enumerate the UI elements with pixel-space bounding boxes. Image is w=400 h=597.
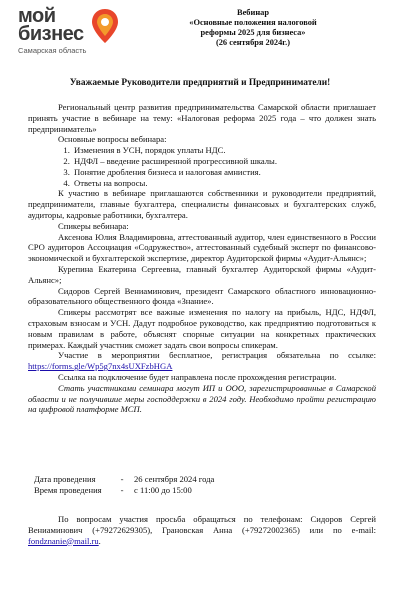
- schedule-time-row: [34, 485, 214, 496]
- contact-text: По вопросам участия просьба обращаться по телефонам: Сидоров Сергей Вениаминович (+79272629305), Грановская Анна (+79272002365) или по e-mail:: [28, 514, 376, 535]
- logo-word-moy: мой: [18, 5, 56, 27]
- schedule-date-label: Дата проведения: [34, 474, 96, 484]
- schedule-dash: -: [120, 474, 124, 484]
- summary-paragraph: Спикеры рассмотрят все важные изменения по налогу на прибыль, НДС, НДФЛ, страховым взносам и УСН. Дадут подробное руководство, как предприятию подготовиться к новым правилам в работе, объяснят спорные ситуации на конкретных практических примерах. Каждый участник сможет задать свои вопросы спикерам.: [28, 307, 376, 350]
- logo-region: Самарская область: [18, 46, 87, 55]
- webinar-heading: [148, 8, 358, 48]
- greeting: Уважаемые Руководители предприятий и Предприниматели!: [69, 78, 331, 88]
- questions-list: [42, 145, 376, 188]
- heading-line-4: (26 сентября 2024г.): [215, 38, 291, 47]
- link-note: Ссылка на подключение будет направлена после прохождения регистрации.: [58, 371, 337, 382]
- contact-email-link[interactable]: fondznanie@mail.ru: [28, 535, 99, 546]
- schedule-date-row: [34, 474, 214, 485]
- letter-body: [28, 102, 376, 415]
- speaker-3: Сидоров Сергей Вениаминович, президент Самарского областного инновационно-образовательного общественного фонда «Знание».: [28, 285, 376, 307]
- schedule-time-label: Время проведения: [34, 485, 102, 495]
- registration-paragraph: [28, 350, 376, 372]
- speaker-2: Курепина Екатерина Сергеевна, главный бухгалтер Аудиторской фирмы «Аудит-Альянс»;: [28, 263, 376, 285]
- list-item: 1. Изменения в УСН, порядок уплаты НДС.: [72, 145, 376, 156]
- list-item: 2. НДФЛ – введение расширенной прогрессивной шкалы.: [72, 156, 376, 167]
- heading-line-2: «Основные положения налоговой: [189, 18, 317, 27]
- schedule-date-value: 26 сентября 2024 года: [134, 474, 215, 484]
- registration-link[interactable]: https://forms.gle/Wp5g7nx4sUXFzbHGA: [28, 361, 173, 372]
- schedule-dash: -: [120, 485, 124, 495]
- questions-title: Основные вопросы вебинара:: [58, 134, 167, 145]
- list-item: 3. Понятие дробления бизнеса и налоговая амнистия.: [72, 167, 376, 178]
- schedule: [34, 474, 214, 496]
- header: [18, 6, 388, 62]
- heading-line-1: Вебинар: [237, 8, 269, 17]
- list-item: 4. Ответы на вопросы.: [72, 178, 376, 189]
- location-pin-icon: [90, 8, 120, 44]
- intro-paragraph: Региональный центр развития предпринимательства Самарской области приглашает принять участие в вебинаре на тему: «Налоговая реформа 2025 года – что должен знать предприниматель»: [28, 102, 376, 134]
- contact-paragraph: По вопросам участия просьба обращаться по телефонам: Сидоров Сергей Вениаминович (+79272629305), Грановская Анна (+79272002365) или по e-mail: fondznanie@mail.ru.: [28, 514, 376, 546]
- registration-text: Участие в мероприятии бесплатное, регистрация обязательна по ссылке:: [58, 350, 376, 361]
- moy-biznes-logo: [18, 6, 138, 62]
- speaker-1: Аксенова Юлия Владимировна, аттестованный аудитор, член единственного в России СРО аудиторов Ассоциация «Содружество», аттестованный судебный эксперт по финансово-экономической и бухгалтерской экспертизе, директор Аудиторской фирмы «Аудит-Альянс»;: [28, 231, 376, 264]
- audience-paragraph: К участию в вебинаре приглашаются собственники и руководители предприятий, предприниматели, главные бухгалтера, специалисты финансовых и бухгалтерских служб, аудиторы, кадровые работники, бухгалтера.: [28, 188, 376, 220]
- speakers-title: Спикеры вебинара:: [58, 220, 129, 231]
- eligibility-note: Стать участниками семинара могут ИП и ООО, зарегистрированные в Самарской области и не получившие меры господдержки в 2024 году. Необходимо пройти регистрацию на цифровой платформе МСП.: [28, 382, 376, 415]
- logo-word-biznes: бизнес: [18, 23, 84, 45]
- heading-line-3: реформы 2025 для бизнеса»: [200, 28, 306, 37]
- schedule-time-value: с 11:00 до 15:00: [134, 485, 192, 495]
